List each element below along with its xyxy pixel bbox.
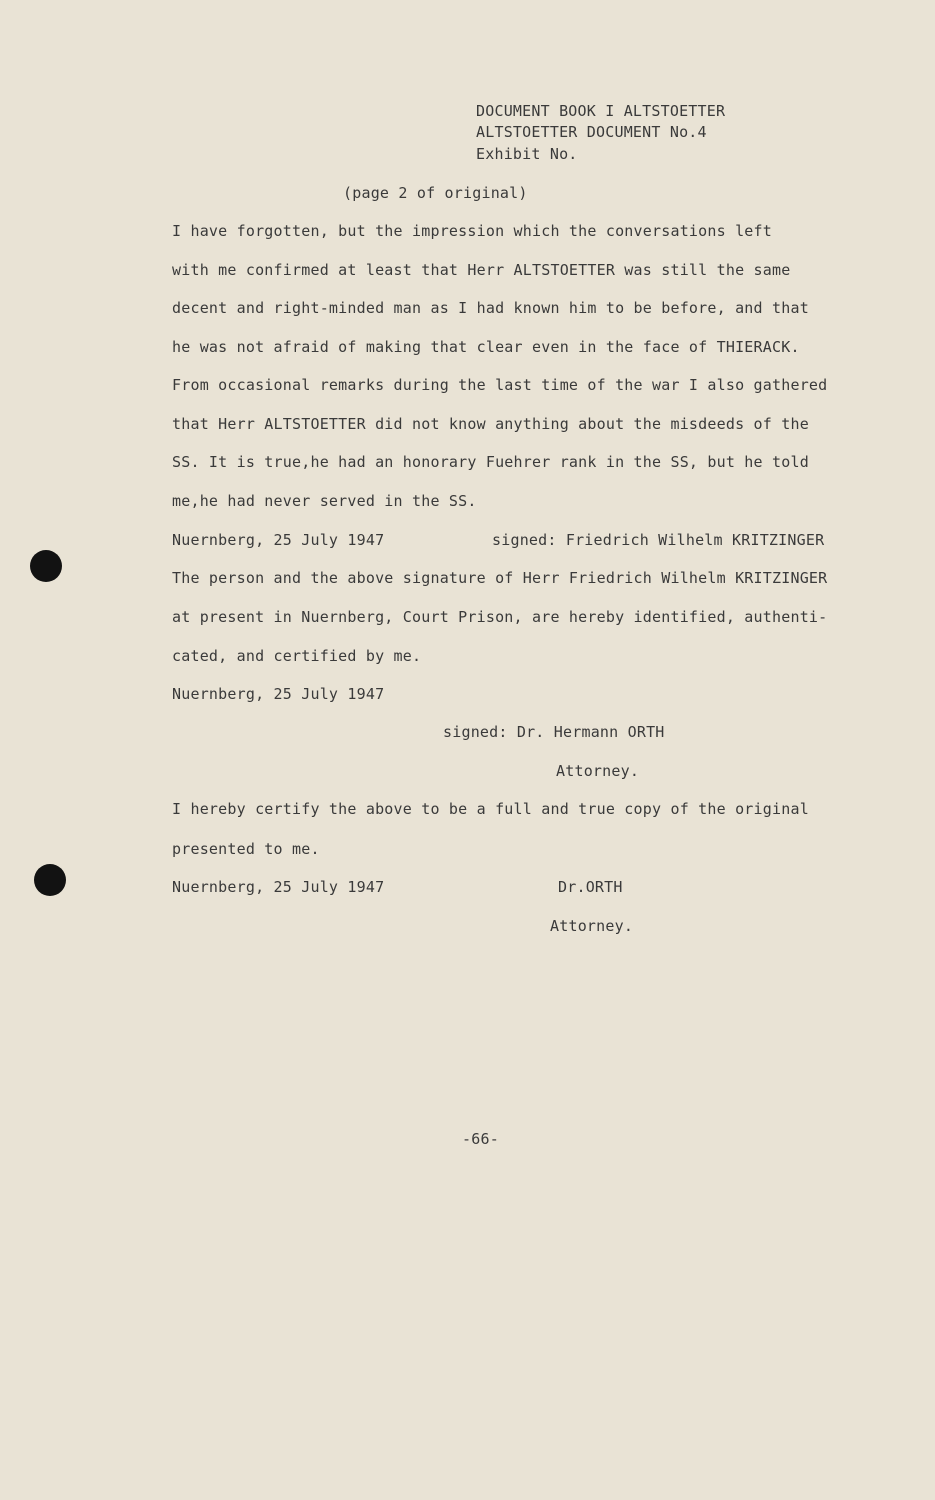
page-number: -66- (462, 1130, 499, 1148)
signature2-title: Attorney. (556, 762, 640, 780)
body-line: SS. It is true,he had an honorary Fuehrer rank in the SS, but he told (172, 453, 809, 471)
certification-line: The person and the above signature of Herr Friedrich Wilhelm KRITZINGER (172, 569, 828, 587)
copy-cert-line: I hereby certify the above to be a full and true copy of the original (172, 800, 809, 818)
certification-line: at present in Nuernberg, Court Prison, are hereby identified, authenti- (172, 608, 828, 626)
header-line-1: DOCUMENT BOOK I ALTSTOETTER (476, 102, 726, 120)
signature2-signed: signed: Dr. Hermann ORTH (443, 723, 665, 741)
punch-hole (34, 864, 66, 896)
header-line-2: ALTSTOETTER DOCUMENT No.4 (476, 123, 707, 141)
signature3-name: Dr.ORTH (558, 878, 623, 896)
signature3-title: Attorney. (550, 917, 634, 935)
body-line: he was not afraid of making that clear even in the face of THIERACK. (172, 338, 800, 356)
punch-hole (30, 550, 62, 582)
signature2-place-date: Nuernberg, 25 July 1947 (172, 685, 385, 703)
signature3-place-date: Nuernberg, 25 July 1947 (172, 878, 385, 896)
copy-cert-line: presented to me. (172, 840, 320, 858)
body-line: me,he had never served in the SS. (172, 492, 477, 510)
body-line: From occasional remarks during the last time of the war I also gathered (172, 376, 828, 394)
body-line: I have forgotten, but the impression which the conversations left (172, 222, 772, 240)
body-line: decent and right-minded man as I had known him to be before, and that (172, 299, 809, 317)
header-line-3: Exhibit No. (476, 145, 578, 163)
page-note: (page 2 of original) (343, 184, 528, 202)
signature1-place-date: Nuernberg, 25 July 1947 (172, 531, 385, 549)
body-line: that Herr ALTSTOETTER did not know anything about the misdeeds of the (172, 415, 809, 433)
certification-line: cated, and certified by me. (172, 647, 422, 665)
body-line: with me confirmed at least that Herr ALTSTOETTER was still the same (172, 261, 791, 279)
signature1-signed: signed: Friedrich Wilhelm KRITZINGER (492, 531, 825, 549)
